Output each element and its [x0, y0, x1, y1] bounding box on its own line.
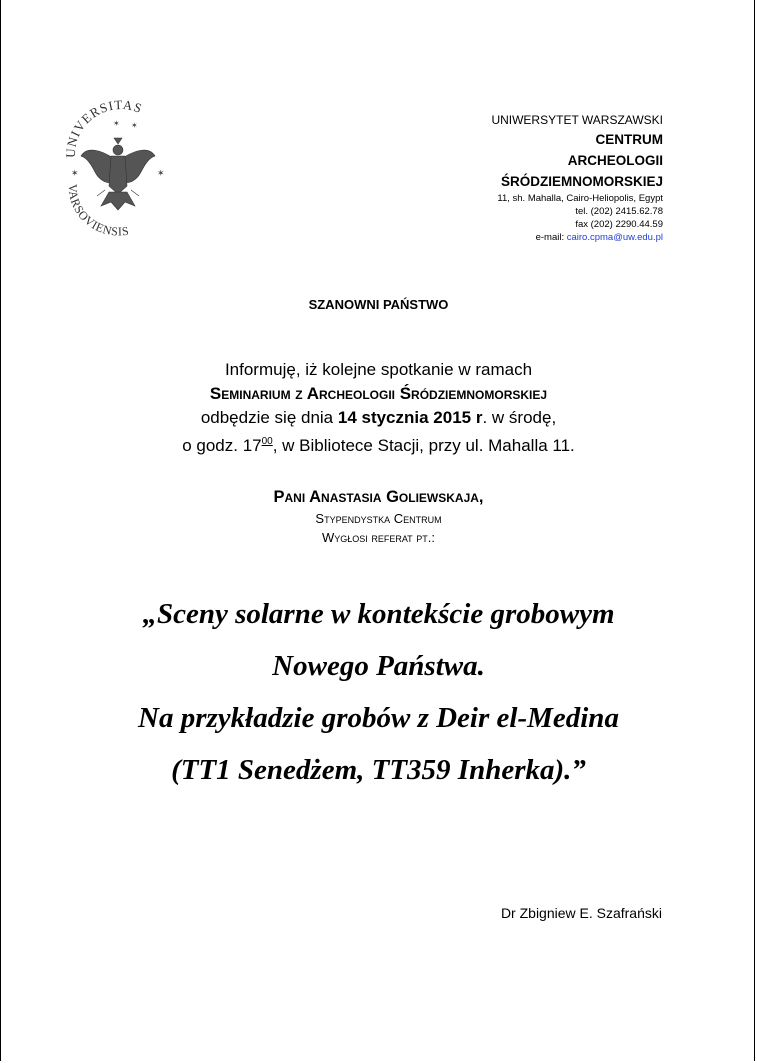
lecture-title-line3: Na przykładzie grobów z Deir el-Medina	[138, 702, 619, 734]
salutation: SZANOWNI PAŃSTWO	[308, 297, 449, 312]
svg-text:✶: ✶	[131, 121, 138, 130]
seal-text-bottom: VARSOVIENSIS	[65, 183, 131, 239]
lecture-title-line1: „Sceny solarne w kontekście grobowym	[142, 598, 615, 630]
university-seal-logo	[61, 98, 176, 244]
announcement-paragraph	[1, 358, 756, 458]
seal-text-top: UNIVERSITAS	[62, 98, 145, 159]
seminar-name: Seminarium z Archeologii Śródziemnomorskiej	[209, 384, 548, 403]
email-label: e-mail:	[535, 232, 567, 243]
svg-text:✶: ✶	[71, 168, 79, 178]
address: 11, sh. Mahalla, Cairo-Heliopolis, Egypt	[497, 193, 663, 204]
speaker-action: Wygłosi referat pt.:	[321, 530, 436, 545]
email-link[interactable]: cairo.cpma@uw.edu.pl	[566, 232, 663, 243]
time-minutes: 00	[261, 436, 273, 447]
lecture-title-line2: Nowego Państwa.	[272, 650, 485, 682]
lecture-title-line4: (TT1 Senedżem, TT359 Inherka).”	[171, 754, 586, 786]
centre-name-line1: CENTRUM	[595, 132, 663, 147]
university-name: UNIWERSYTET WARSZAWSKI	[491, 113, 663, 127]
intro-line: Informuję, iż kolejne spotkanie w ramach	[224, 360, 533, 379]
email-line	[491, 231, 663, 244]
speaker-block	[1, 485, 756, 547]
fax: fax (202) 2290.44.59	[575, 219, 663, 230]
centre-name-line2: ARCHEOLOGII	[567, 153, 663, 168]
speaker-name: Pani Anastasia Goliewskaja	[273, 488, 479, 506]
svg-text:✶: ✶	[157, 168, 165, 178]
centre-name-line3: ŚRÓDZIEMNOMORSKIEJ	[500, 174, 663, 189]
svg-text:✶: ✶	[113, 119, 120, 128]
lecture-title	[1, 588, 756, 796]
time-place-line: o godz. $17^{00}$, w Bibliotece Stacji, przy ul. Mahalla 11.	[182, 436, 575, 455]
date-line: odbędzie się dnia 14 stycznia 2015 r. w środę,	[200, 408, 557, 427]
telephone: tel. (202) 2415.62.78	[575, 206, 663, 217]
letterhead	[491, 112, 663, 244]
signature: Dr Zbigniew E. Szafrański	[500, 905, 662, 921]
speaker-name-line: Pani Anastasia Goliewskaja,	[273, 488, 484, 506]
meeting-date: 14 stycznia 2015 r	[337, 408, 483, 427]
speaker-role: Stypendystka Centrum	[315, 511, 442, 526]
